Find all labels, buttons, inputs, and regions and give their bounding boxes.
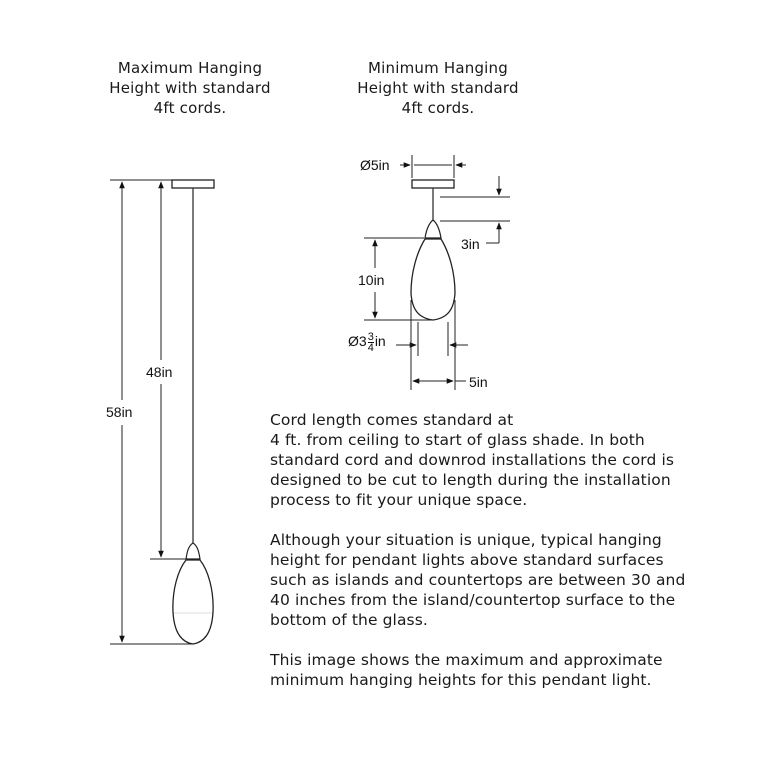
fraction-denominator: 4 [367,342,374,354]
paragraph-line: designed to be cut to length during the installation [270,471,671,489]
paragraph-line: Cord length comes standard at [270,411,514,429]
shade-diameter-suffix: in [374,333,386,350]
label-shade-height: 10in [358,272,385,288]
shade-diameter-prefix: Ø3 [348,333,367,350]
paragraph-line: Although your situation is unique, typical hanging [270,531,662,549]
socket-max [186,543,200,559]
paragraph-line: bottom of the glass. [270,611,428,629]
paragraph-line: minimum hanging heights for this pendant light. [270,671,652,689]
socket-min [425,220,441,238]
paragraph-line: such as islands and countertops are between 30 and [270,571,686,589]
min-pendant-illustration [411,180,455,320]
caption-line: Height with standard [109,79,271,97]
paragraph-line: height for pendant lights above standard surfaces [270,551,664,569]
canopy-max [172,180,214,188]
caption-line: Maximum Hanging [117,59,263,77]
canopy-min [412,180,454,188]
fraction-numerator: 3 [367,331,374,343]
label-shade-width: 5in [469,374,488,390]
caption-line: Minimum Hanging [368,59,508,77]
label-canopy-diameter: Ø5in [360,157,390,173]
glass-shade-min [411,239,455,320]
caption-line: 4ft cords. [153,99,227,117]
label-shade-diameter [348,332,386,353]
label-58in: 58in [106,404,133,420]
paragraph-line: This image shows the maximum and approximate [270,651,663,669]
paragraph-line: 40 inches from the island/countertop surface to the [270,591,676,609]
label-canopy-height: 3in [461,236,480,252]
fraction [368,332,374,353]
caption-line: 4ft cords. [401,99,475,117]
glass-shade-max [173,560,213,644]
dimension-shade-diameter [396,322,468,356]
paragraph-line: 4 ft. from ceiling to start of glass shade. In both [270,431,645,449]
max-pendant-illustration [172,180,214,644]
paragraph-line: standard cord and downrod installations the cord is [270,451,675,469]
typical-height-paragraph [270,530,740,630]
dimension-canopy-diameter [400,155,466,178]
cord-info-paragraph [270,410,740,510]
caption-line: Height with standard [357,79,519,97]
label-48in: 48in [146,364,173,380]
summary-paragraph [270,650,740,690]
paragraph-line: process to fit your unique space. [270,491,528,509]
